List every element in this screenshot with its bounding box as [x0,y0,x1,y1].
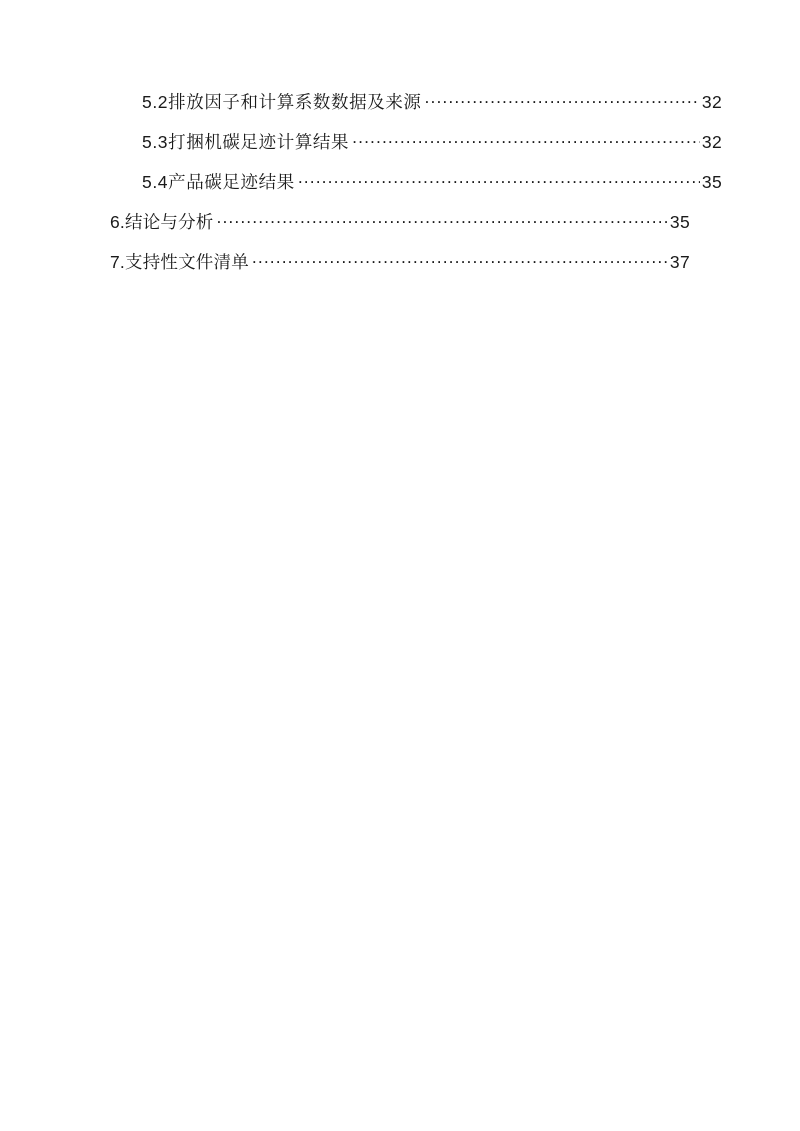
toc-entry[interactable] [110,250,690,271]
toc-entry-page: 32 [701,131,722,152]
toc-entry[interactable] [110,130,722,151]
toc-leader-dots [298,170,700,188]
toc-entry-title: 5.4产品碳足迹结果 [142,171,295,192]
table-of-contents [110,90,722,272]
toc-entry-title: 7.支持性文件清单 [110,251,249,272]
toc-entry-title: 6.结论与分析 [110,211,214,232]
toc-entry-page: 32 [701,91,722,112]
toc-entry-page: 35 [701,171,722,192]
toc-entry-page: 35 [669,211,690,232]
toc-leader-dots [217,210,668,228]
toc-leader-dots [252,250,668,268]
toc-leader-dots [352,130,700,148]
toc-entry-page: 37 [669,251,690,272]
toc-entry[interactable] [110,210,690,231]
toc-entry-title: 5.3打捆机碳足迹计算结果 [142,131,350,152]
toc-entry[interactable] [110,170,722,191]
toc-leader-dots [425,90,700,108]
toc-entry[interactable] [110,90,722,111]
toc-entry-title: 5.2排放因子和计算系数数据及来源 [142,91,422,112]
